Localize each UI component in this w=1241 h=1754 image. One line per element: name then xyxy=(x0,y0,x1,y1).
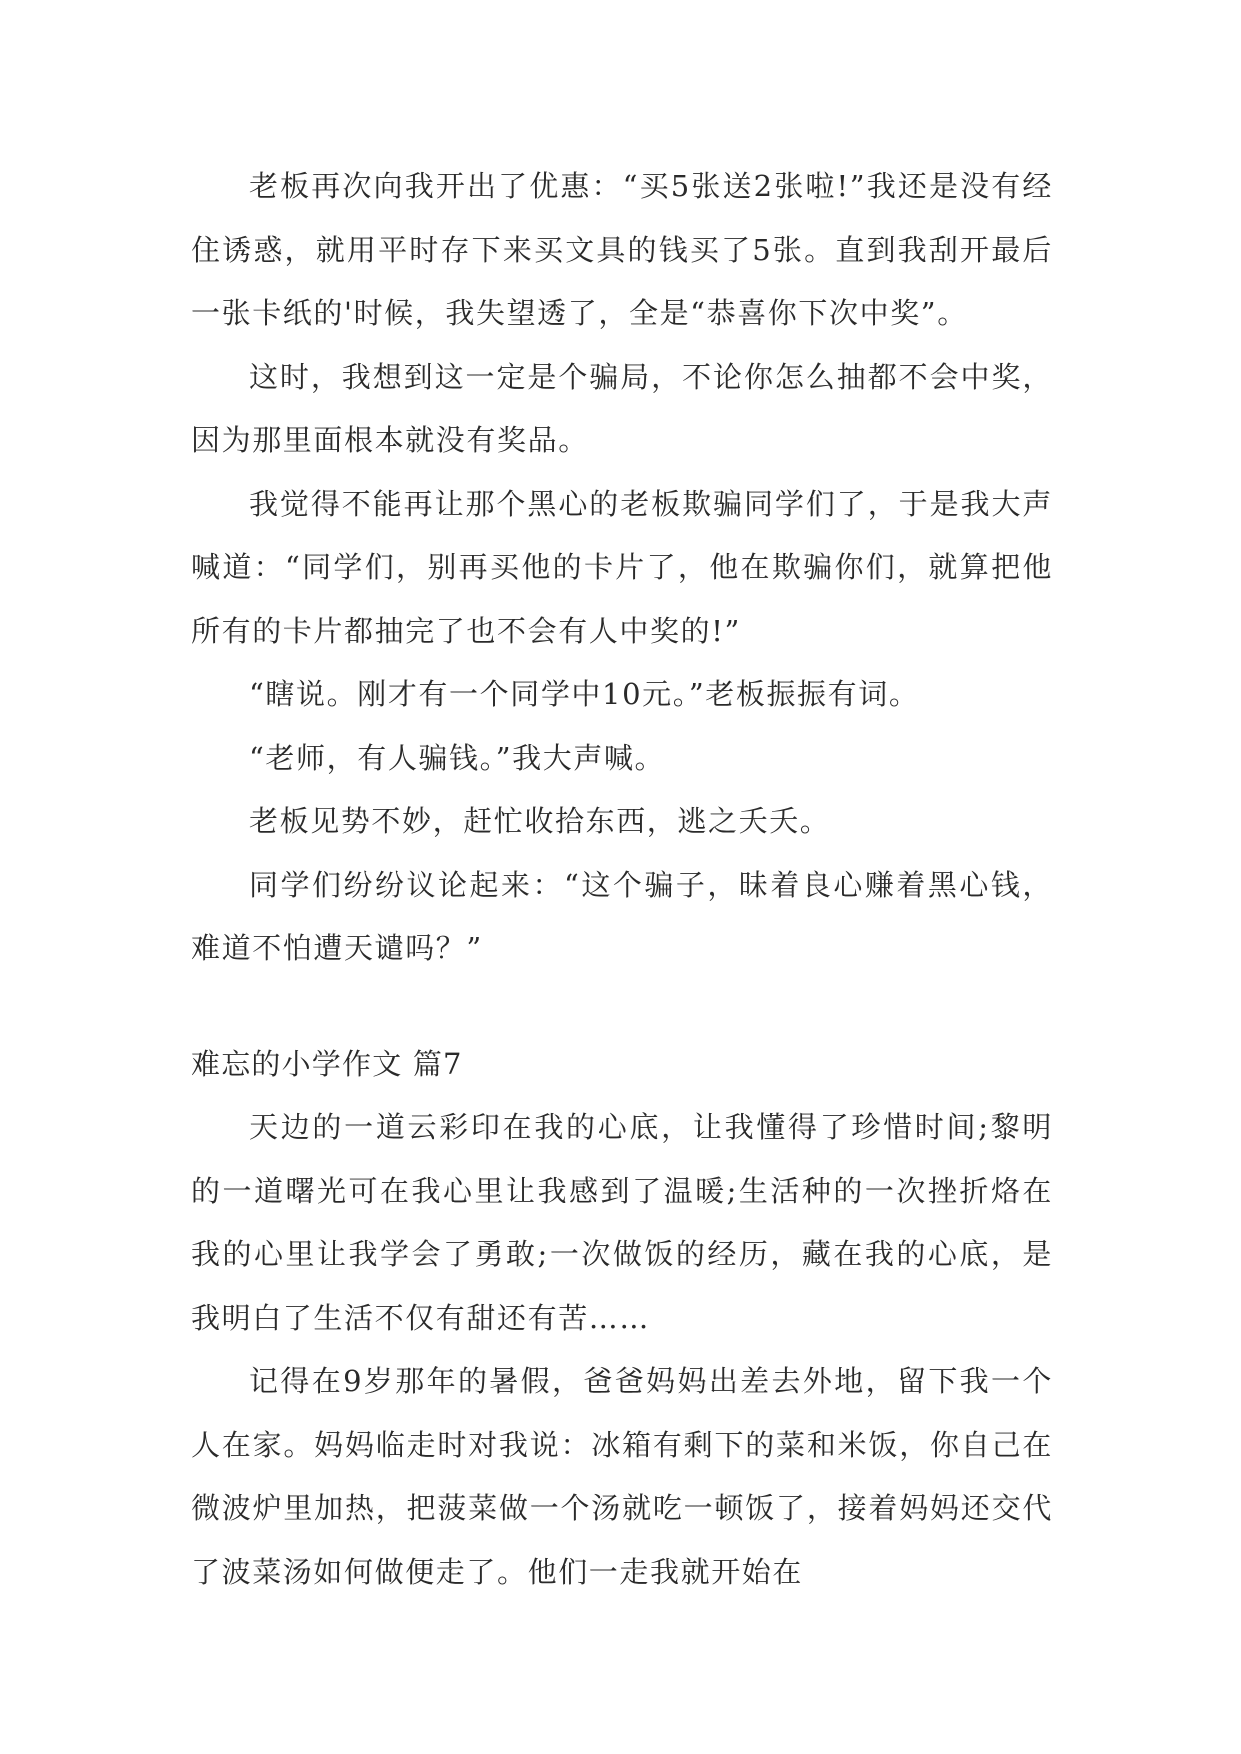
section-title: 难忘的小学作文 篇7 xyxy=(191,1046,463,1081)
paragraph-call-teacher: “老师，有人骗钱。”我大声喊。 xyxy=(249,740,666,775)
paragraph-scam-realization: 这时，我想到这一定是个骗局，不论你怎么抽都不会中奖，因为那里面根本就没有奖品。 xyxy=(191,359,1053,457)
paragraph-classmates-discuss: 同学们纷纷议论起来：“这个骗子，昧着良心赚着黑心钱，难道不怕遭天谴吗？” xyxy=(191,867,1053,965)
paragraph-intro-memories: 天边的一道云彩印在我的心底，让我懂得了珍惜时间;黎明的一道曙光可在我心里让我感到了温暖;生活种的一次挫折烙在我的心里让我学会了勇敢;一次做饭的经历，藏在我的心底，是我明白了生活不仅有甜还有苦…… xyxy=(191,1110,1053,1335)
paragraph-boss-flees: 老板见势不妙，赶忙收拾东西，逃之夭夭。 xyxy=(249,804,831,838)
paragraph-boss-reply: “瞎说。刚才有一个同学中10元。”老板振振有词。 xyxy=(249,677,920,711)
paragraph-warning-classmates: 我觉得不能再让那个黑心的老板欺骗同学们了，于是我大声喊道：“同学们，别再买他的卡片了，他在欺骗你们，就算把他所有的卡片都抽完了也不会有人中奖的!” xyxy=(191,486,1053,648)
document-body xyxy=(191,155,1053,1604)
paragraph-lottery-offer: 老板再次向我开出了优惠：“买5张送2张啦!”我还是没有经住诱惑，就用平时存下来买文具的钱买了5张。直到我刮开最后一张卡纸的'时候，我失望透了，全是“恭喜你下次中奖”。 xyxy=(191,169,1053,330)
paragraph-summer-story: 记得在9岁那年的暑假，爸爸妈妈出差去外地，留下我一个人在家。妈妈临走时对我说：冰箱有剩下的菜和米饭，你自己在微波炉里加热，把菠菜做一个汤就吃一顿饭了，接着妈妈还交代了波菜汤如何做便走了。他们一走我就开始在 xyxy=(191,1364,1053,1589)
